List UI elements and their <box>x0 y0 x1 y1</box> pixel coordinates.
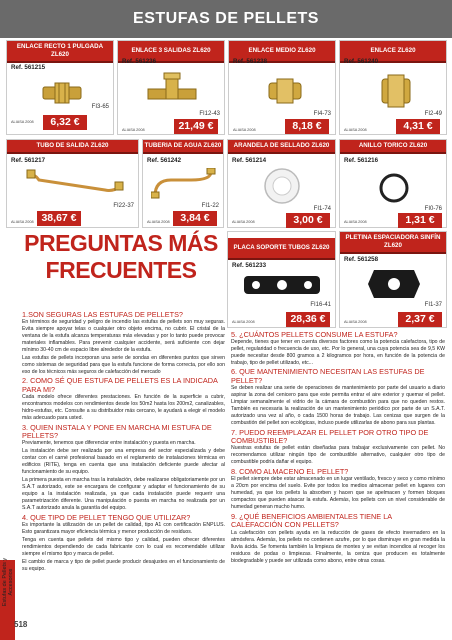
product-code: FI16-41 <box>310 302 331 308</box>
product-name: TUBO DE SALIDA ZL620 <box>7 140 138 154</box>
faq-question: 1.SON SEGURAS LAS ESTUFAS DE PELLETS? <box>22 309 183 319</box>
product-name: PLETINA ESPACIADORA SINFÍN ZL620 <box>340 232 446 254</box>
product-alias: ALIASA 2008 <box>344 128 367 132</box>
product-code: FI12-43 <box>199 111 220 117</box>
faq-question: 6. QUE MANTENIMIENTO NECESITAN LAS ESTUFAS DE PELLET? <box>231 367 425 385</box>
product-image <box>262 166 302 206</box>
product-card[interactable] <box>339 231 447 328</box>
faq-paragraph: La instalación debe ser realizada por una empresa del sector especializada y debe contar con el carné profesional basado en el reglamento de instalaciones térmicas en edificios (RITE), tenga en cuenta que una instalación deficiente puede afectar al funcionamiento de su equipo. <box>22 448 225 476</box>
price-tag: 2,37 € <box>398 312 442 327</box>
product-card[interactable] <box>339 139 447 228</box>
product-image <box>39 75 85 111</box>
product-card[interactable] <box>227 139 336 228</box>
product-ref: Ref. 561240 <box>344 58 379 65</box>
product-ref: Ref. 561258 <box>344 256 379 263</box>
product-image <box>25 168 125 198</box>
price-tag: 3,00 € <box>286 213 330 228</box>
faq-question: 8. COMO ALMACENO EL PELLET? <box>231 466 349 476</box>
price-tag: 1,31 € <box>398 213 442 228</box>
product-card[interactable] <box>117 40 225 135</box>
price-tag: 6,32 € <box>43 115 87 130</box>
faq-question: 9. ¿QUÉ BENEFICIOS AMBIENTALES TIENE LA CALEFACCIÓN CON PELLETS? <box>231 511 392 530</box>
product-code: FI1-37 <box>424 302 442 308</box>
faq-paragraph: Depende, tienes que tener en cuenta diversos factores como la potencia calefactora, tipo de pellet, regularidad o frecuencia de uso, etc. Por lo general, una cuya potencia sea de 9,5 KW puede necesitar desde 800 gramos a 2 kilogramos por hora, en función de la potencia de trabajo, tipo de pellet utilizado, etc... <box>231 338 445 366</box>
product-ref: Ref. 561238 <box>233 58 268 65</box>
faq-paragraph: La primera puesta en marcha tras la instalación, debe realizarse obligatoriamente por un S.A.T autorizado, este se encargara de configurar y adaptar el funcionamiento de su equipo a la instalación realizada, ya que cada instalación puede requerir una parametrización diferente. Una manipulación o puesta en marcha no realizada por un S.A.T autorizado anula la garantía del equipo. <box>22 477 225 512</box>
faq-paragraph: Cada modelo ofrece diferentes prestaciones. En función de la superficie a cubrir, encontramos modelos con rendimientos desde los 50m2 hasta los 200m2, canalizables, hidro-estufas, etc. Consulte a su distribuidor más cercano, le ayudará a elegir el modelo más adecuado para usted. <box>22 394 225 422</box>
product-image <box>146 71 198 113</box>
product-ref: Ref. 561216 <box>344 157 379 164</box>
product-name: ENLACE RECTO 1 PULGADA ZL620 <box>7 41 113 63</box>
product-name: ENLACE 3 SALIDAS ZL620 <box>118 41 224 63</box>
product-card[interactable] <box>142 139 224 228</box>
faq-paragraph: Nuestras estufas de pellet están diseñadas para trabajar exclusivamente con pellet. No recomendamos utilizar ningún tipo de combustible alternativo, cualquier otro tipo de combustible podría dañar el equipo. <box>231 445 445 466</box>
section-label: Estufas de Pellets y Accesorios <box>1 557 14 607</box>
product-name: ARANDELA DE SELLADO ZL620 <box>228 140 335 154</box>
product-image <box>364 266 424 302</box>
faq-paragraph: El cambio de marca y tipo de pellet puede producir desajustes en el funcionamiento de su equipo. <box>22 559 225 573</box>
product-code: FI0-76 <box>424 206 442 212</box>
product-card[interactable] <box>6 40 114 135</box>
price-tag: 21,49 € <box>174 119 218 134</box>
faq-paragraph: El pellet siempre debe estar almacenado en un lugar ventilado, fresco y seco y como mínimo a 20cm por encima del suelo. Evite por todos los medios almacenar pellet en lugares con humedad, ya que los pellets la absorben y hacen que se apelmacen y formen bloques compactos que pueden atascar la estufa. Además, los pellets con un nivel considerable de humedad generan mucho humo. <box>231 476 445 511</box>
product-ref: Ref. 561233 <box>232 262 267 269</box>
product-alias: ALIASA 2008 <box>232 320 255 324</box>
product-card[interactable] <box>227 231 336 328</box>
product-name: ENLACE ZL620 <box>340 41 446 63</box>
product-image <box>374 170 414 206</box>
product-image <box>265 73 305 109</box>
price-tag: 38,67 € <box>37 211 81 226</box>
faq-question: 3. QUIEN INSTALA Y PONE EN MARCHA MI ESTUFA DE PELLETS? <box>22 422 212 441</box>
product-alias: ALIASA 2008 <box>344 220 367 224</box>
product-code: FI22-37 <box>113 203 134 209</box>
product-alias: ALIASA 2008 <box>232 220 255 224</box>
product-alias: ALIASA 2008 <box>122 128 145 132</box>
product-ref: Ref. 561217 <box>11 157 46 164</box>
price-tag: 3,84 € <box>173 211 217 226</box>
product-card[interactable] <box>228 40 336 135</box>
product-image <box>374 71 418 111</box>
faq-paragraph: Se deben realizar una serie de operaciones de mantenimiento por parte del usuario a diario aspirar la zona del cenicero para que este permita entrar el aire exterior y quemar el pellet. Limpiar semanalmente el vidrio de la cámara de combustión para que no queden restos. También es necesaria la realización de un mantenimiento periódico por parte de un S.A.T. autorizado una vez al año, o cada 1500 horas de trabajo. Las cenizas que surgen de la combustión del pellet son ecológicas, incluso puede utilizarlas de abono para sus plantas. <box>231 385 445 427</box>
faq-column-right <box>231 329 445 566</box>
product-name: ENLACE MEDIO ZL620 <box>229 41 335 63</box>
faq-paragraph: En términos de seguridad y peligro de incendio las estufas de pellets son muy seguras. Evita siempre apoyar telas o cualquier otro objeto encima, no cubrir. El cristal de la ventana de la estufa alcanza temperaturas más elevadas y por lo tanto puede provocar materiales inflamables. Para prevenir cualquier accidente, será suficiente con dejar mínimo 30-40 cm de espacio libre alrededor de la estufa. <box>22 318 225 353</box>
product-image <box>151 168 221 200</box>
faq-paragraph: Previamente, tenemos que diferenciar entre instalación y puesta en marcha. <box>22 440 196 447</box>
page-title: ESTUFAS DE PELLETS <box>133 10 319 27</box>
product-card[interactable] <box>339 40 447 135</box>
product-alias: ALIASA 2008 <box>11 220 34 224</box>
page-number: 518 <box>14 620 28 629</box>
faq-question: 5. ¿CUÁNTOS PELLETS CONSUME LA ESTUFA? <box>231 329 398 339</box>
product-code: FI1-74 <box>313 206 331 212</box>
faq-question: 4. QUE TIPO DE PELLET TENGO QUE UTILIZAR? <box>22 512 191 522</box>
product-alias: ALIASA 2008 <box>344 320 367 324</box>
product-code: FI2-49 <box>424 111 442 117</box>
product-name: PLACA SOPORTE TUBOS ZL620 <box>228 238 335 260</box>
product-ref: Ref. 561215 <box>11 64 46 71</box>
faq-heading: PREGUNTAS MÁS FRECUENTES <box>24 230 218 283</box>
product-name: ANILLO TORICO ZL620 <box>340 140 446 154</box>
product-name: TUBERIA DE AGUA ZL620 <box>143 140 223 154</box>
faq-paragraph: Las estufas de pellets incorporan una serie de sondas en diferentes puntos que sirven como sistemas de seguridad para que la estufa funcione de forma correcta, por ello son eso de los técnicos más seguros de calefacción del mercado <box>22 354 225 375</box>
product-code: FI3-65 <box>91 104 109 110</box>
faq-question: 2. COMO SÉ QUE ESTUFA DE PELLETS ES LA INDICADA PARA MI? <box>22 376 218 394</box>
product-ref: Ref. 561236 <box>122 58 157 65</box>
faq-column-left <box>22 309 225 574</box>
product-alias: ALIASA 2008 <box>233 128 256 132</box>
product-code: FI4-73 <box>313 111 331 117</box>
product-alias: ALIASA 2008 <box>147 220 170 224</box>
product-card[interactable] <box>6 139 139 228</box>
product-code: FI1-22 <box>201 203 219 209</box>
product-image <box>242 272 322 298</box>
faq-paragraph: Tenga en cuenta que pellets del mismo tipo y calidad, pueden ofrecer diferentes rendimientos dependiendo de cada fabricante con lo cual es recomendable utilizar siempre el mismo tipo y marca de pellet. <box>22 537 225 558</box>
product-ref: Ref. 561214 <box>232 157 267 164</box>
product-ref: Ref. 561242 <box>147 157 182 164</box>
product-alias: ALIASA 2008 <box>11 120 34 124</box>
price-tag: 8,18 € <box>285 119 329 134</box>
price-tag: 28,36 € <box>286 312 330 327</box>
faq-question: 7. PUEDO REEMPLAZAR EL PELLET POR OTRO TIPO DE COMBUSTIBLE? <box>231 427 429 446</box>
price-tag: 4,31 € <box>396 119 440 134</box>
faq-paragraph: Es importante la utilización de un pellet de calidad, tipo A1 con certificación ENPLUS. Esto garantizara mayor eficiencia térmica y menor producción de residuos. <box>22 522 225 536</box>
faq-paragraph: La calefacción con pellets ayuda en la reducción de gases de efecto invernadero en la atmósfera. Además, los pellets no contienen azufre, por lo que disminuye en gran medida la lluvia ácida. Se fomenta también la limpieza de montes y se evitan incendios al recoger los residuos de podas o limpiezas. Finalmente, la ceniza que producen es totalmente biodegradable y puede ser utilizada como abono, entre otras cosas. <box>231 529 445 564</box>
